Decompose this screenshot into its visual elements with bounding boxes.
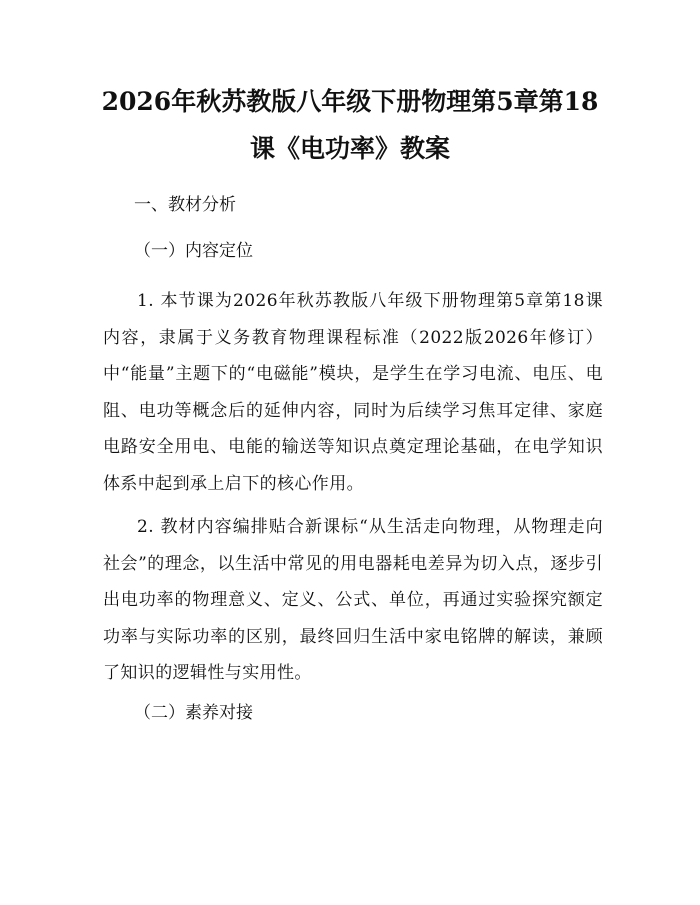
subsection-heading-content-positioning: （一）内容定位 xyxy=(134,241,253,261)
section-heading-textbook-analysis: 一、教材分析 xyxy=(134,195,236,215)
paragraph-1: 1. 本节课为2026年秋苏教版八年级下册物理第5章第18课内容，隶属于义务教育物理课程标准（2022版2026年修订）中“能量”主题下的“电磁能”模块，是学生在学习电流、电压、电阻、电功等概念后的延伸内容，同时为后续学习焦耳定律、家庭电路安全用电、电能的输送等知识点奠定理论基础，在电学知识体系中起到承上启下的核心作用。 xyxy=(103,291,603,494)
paragraph-2: 2. 教材内容编排贴合新课标“从生活走向物理，从物理走向社会”的理念，以生活中常见的用电器耗电差异为切入点，逐步引出电功率的物理意义、定义、公式、单位，再通过实验探究额定功率与实际功率的区别，最终回归生活中家电铭牌的解读，兼顾了知识的逻辑性与实用性。 xyxy=(103,517,603,683)
document-title-line-1: 2026年秋苏教版八年级下册物理第5章第18 xyxy=(101,87,599,116)
subsection-heading-competency-alignment: （二）素养对接 xyxy=(134,703,253,723)
document-title-line-2: 课《电功率》教案 xyxy=(249,134,450,163)
